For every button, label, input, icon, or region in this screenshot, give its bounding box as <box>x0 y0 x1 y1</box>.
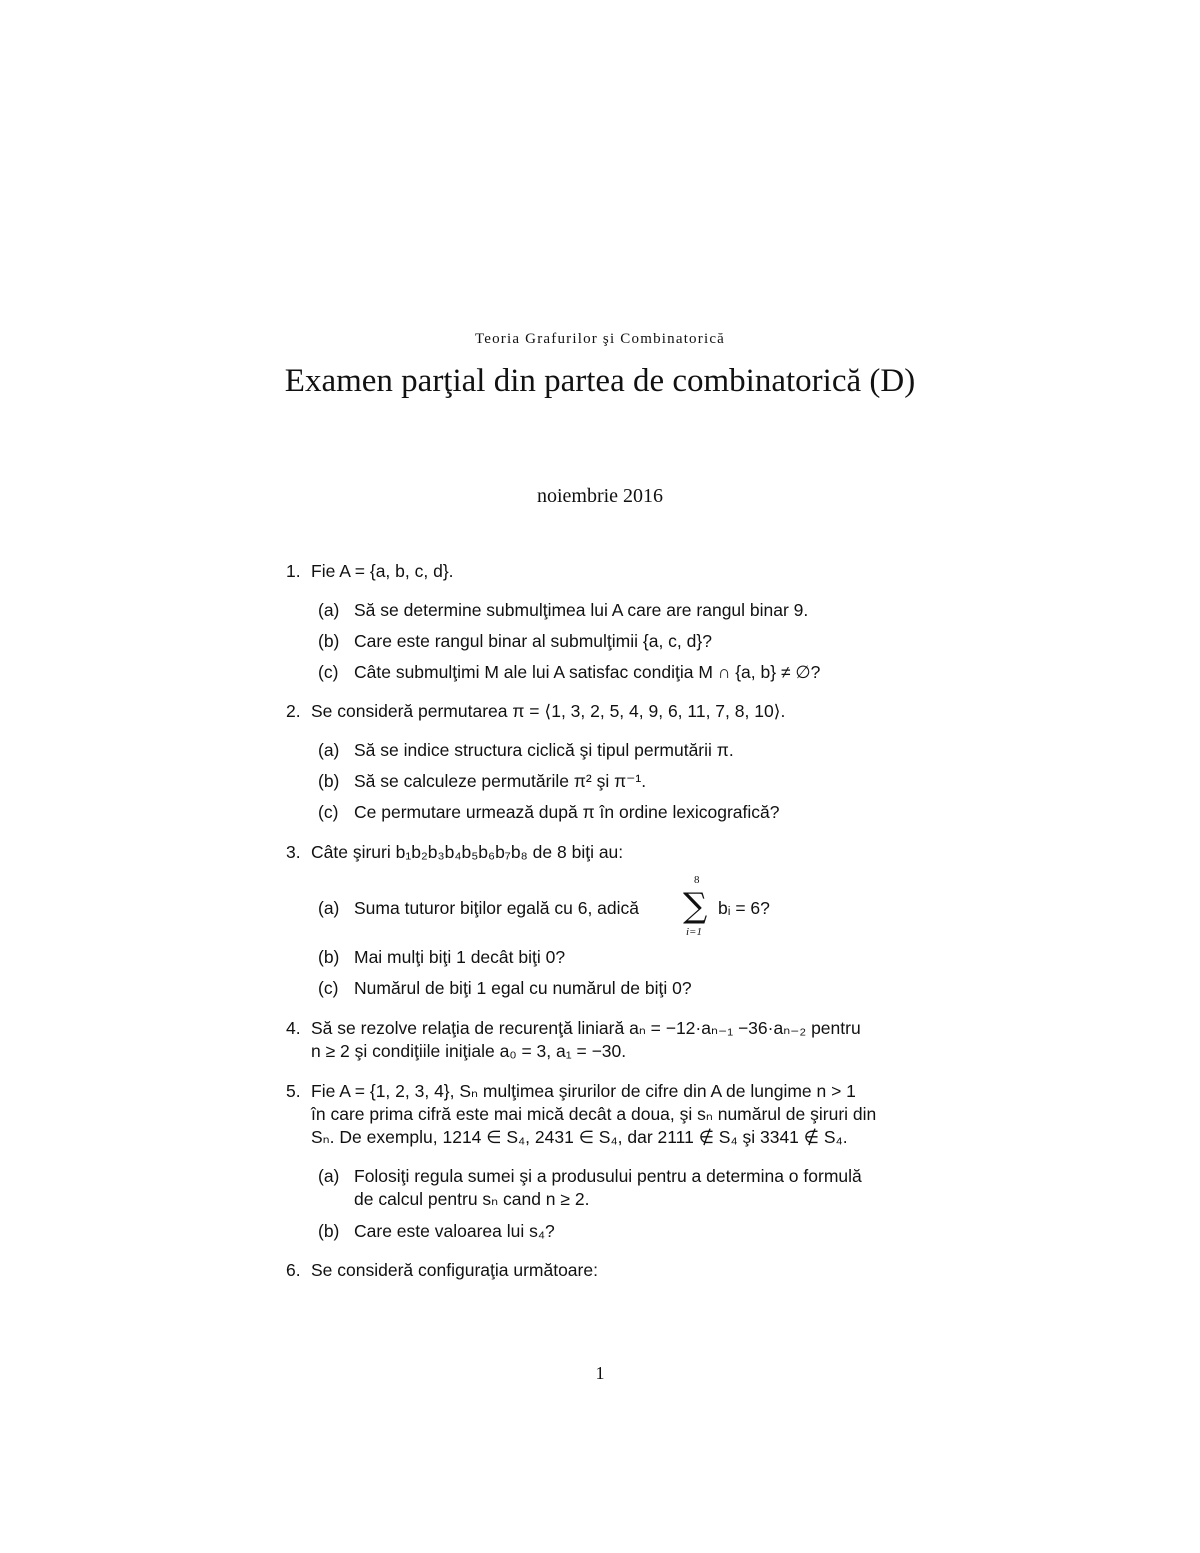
question-5b-text: Care este valoarea lui s₄? <box>354 1221 555 1241</box>
question-1b-label: (b) <box>318 631 340 651</box>
question-2c-text: Ce permutare urmează după π în ordine lexicografică? <box>354 802 780 822</box>
question-3c-text: Numărul de biţi 1 egal cu numărul de biţi 0? <box>354 978 692 998</box>
question-6-number: 6. <box>286 1260 301 1280</box>
question-1a-text: Să se determine submulţimea lui A care are rangul binar 9. <box>354 600 809 620</box>
exam-title: Examen parţial din partea de combinatorică (D) <box>284 363 916 399</box>
question-2b-label: (b) <box>318 771 340 791</box>
question-1c-text: Câte submulţimi M ale lui A satisfac condiţia M ∩ {a, b} ≠ ∅? <box>354 662 821 682</box>
question-3b-text: Mai mulţi biţi 1 decât biţi 0? <box>354 947 566 967</box>
question-5a-line-2: de calcul pentru sₙ cand n ≥ 2. <box>354 1189 590 1209</box>
question-3a-label: (a) <box>318 898 340 918</box>
question-3c-label: (c) <box>318 978 339 998</box>
summation-formula <box>680 874 716 940</box>
question-2-text: Se consideră permutarea π = ⟨1, 3, 2, 5, 4, 9, 6, 11, 7, 8, 10⟩. <box>311 701 786 721</box>
question-3a-text: Suma tuturor biţilor egală cu 6, adică <box>354 898 640 918</box>
question-2b-text: Să se calculeze permutările π² şi π⁻¹. <box>354 771 647 791</box>
question-5-line-3: Sₙ. De exemplu, 1214 ∈ S₄, 2431 ∈ S₄, dar 2111 ∉ S₄ şi 3341 ∉ S₄. <box>311 1127 848 1147</box>
question-5-line-2: în care prima cifră este mai mică decât a doua, şi sₙ numărul de şiruri din <box>311 1104 877 1124</box>
question-3-number: 3. <box>286 842 301 862</box>
question-2a-text: Să se indice structura ciclică şi tipul permutării π. <box>354 740 734 760</box>
question-3a-formula-tail: bᵢ = 6? <box>718 898 770 918</box>
question-2c-label: (c) <box>318 802 339 822</box>
question-2a-label: (a) <box>318 740 340 760</box>
question-5a-line-1: Folosiţi regula sumei şi a produsului pentru a determina o formulă <box>354 1166 862 1186</box>
question-5b-label: (b) <box>318 1221 340 1241</box>
question-3b-label: (b) <box>318 947 340 967</box>
question-1-text: Fie A = {a, b, c, d}. <box>311 561 454 581</box>
question-1-number: 1. <box>286 561 301 581</box>
course-name: Teoria Grafurilor şi Combinatorică <box>474 331 726 347</box>
question-6-text: Se consideră configuraţia următoare: <box>311 1260 598 1280</box>
summation-symbol: ∑ <box>683 886 708 926</box>
question-4-line-2: n ≥ 2 şi condiţiile iniţiale a₀ = 3, a₁ = −30. <box>311 1041 627 1061</box>
question-5-line-1: Fie A = {1, 2, 3, 4}, Sₙ mulţimea şirurilor de cifre din A de lungime n > 1 <box>311 1081 856 1101</box>
question-2-number: 2. <box>286 701 301 721</box>
summation-lower-limit: i=1 <box>686 926 702 938</box>
question-5a-label: (a) <box>318 1166 340 1186</box>
question-4-number: 4. <box>286 1018 301 1038</box>
question-1a-label: (a) <box>318 600 340 620</box>
question-5-number: 5. <box>286 1081 301 1101</box>
question-1b-text: Care este rangul binar al submulţimii {a, c, d}? <box>354 631 712 651</box>
question-1c-label: (c) <box>318 662 339 682</box>
exam-date: noiembrie 2016 <box>536 485 664 507</box>
question-3-text: Câte şiruri b₁b₂b₃b₄b₅b₆b₇b₈ de 8 biţi au: <box>311 842 624 862</box>
page-number: 1 <box>595 1363 605 1383</box>
question-4-line-1: Să se rezolve relaţia de recurenţă liniară aₙ = −12·aₙ₋₁ −36·aₙ₋₂ pentru <box>311 1018 861 1038</box>
summation-upper-limit: 8 <box>694 874 700 886</box>
